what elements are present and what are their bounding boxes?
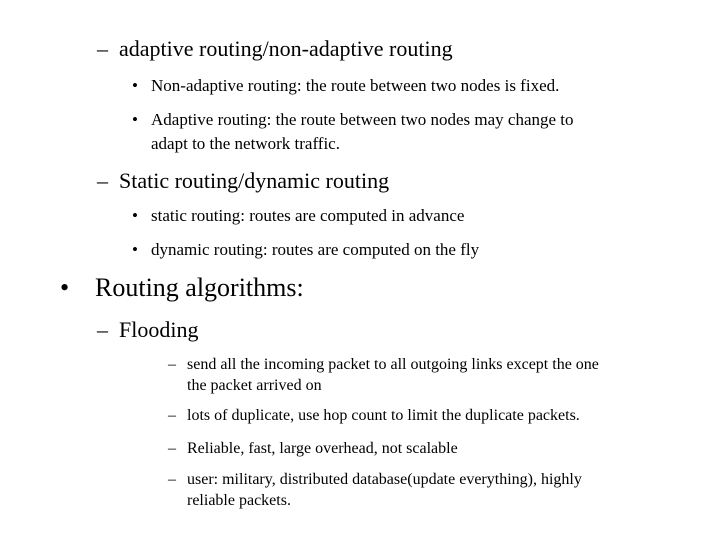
item-text: Reliable, fast, large overhead, not scalable xyxy=(187,440,458,457)
item-text: dynamic routing: routes are computed on the fly xyxy=(151,240,480,259)
bullet-marker: • xyxy=(60,273,70,302)
item-text-line2: the packet arrived on xyxy=(187,377,322,394)
item-text-line1: send all the incoming packet to all outgoing links except the one xyxy=(187,356,599,373)
item-text-line2: reliable packets. xyxy=(187,492,291,509)
item-text: static routing: routes are computed in advance xyxy=(151,206,465,225)
item-text: Non-adaptive routing: the route between two nodes is fixed. xyxy=(151,76,560,95)
dash-marker: – xyxy=(168,440,176,457)
bullet-marker: • xyxy=(132,206,138,225)
item-text: Static routing/dynamic routing xyxy=(119,168,390,193)
item-text: Routing algorithms: xyxy=(95,273,304,302)
item-text: adaptive routing/non-adaptive routing xyxy=(119,36,453,61)
dash-marker: – xyxy=(168,356,176,373)
item-text: Flooding xyxy=(119,317,199,342)
dash-marker: – xyxy=(168,471,176,488)
item-text-line1: Adaptive routing: the route between two nodes may change to xyxy=(151,110,574,129)
item-text-line1: user: military, distributed database(update everything), highly xyxy=(187,471,582,488)
item-text-line2: adapt to the network traffic. xyxy=(151,134,340,153)
dash-marker: – xyxy=(97,36,108,61)
dash-marker: – xyxy=(168,407,176,424)
bullet-marker: • xyxy=(132,240,138,259)
dash-marker: – xyxy=(97,168,108,193)
item-text: lots of duplicate, use hop count to limit the duplicate packets. xyxy=(187,407,580,424)
dash-marker: – xyxy=(97,317,108,342)
bullet-marker: • xyxy=(132,110,138,129)
bullet-marker: • xyxy=(132,76,138,95)
